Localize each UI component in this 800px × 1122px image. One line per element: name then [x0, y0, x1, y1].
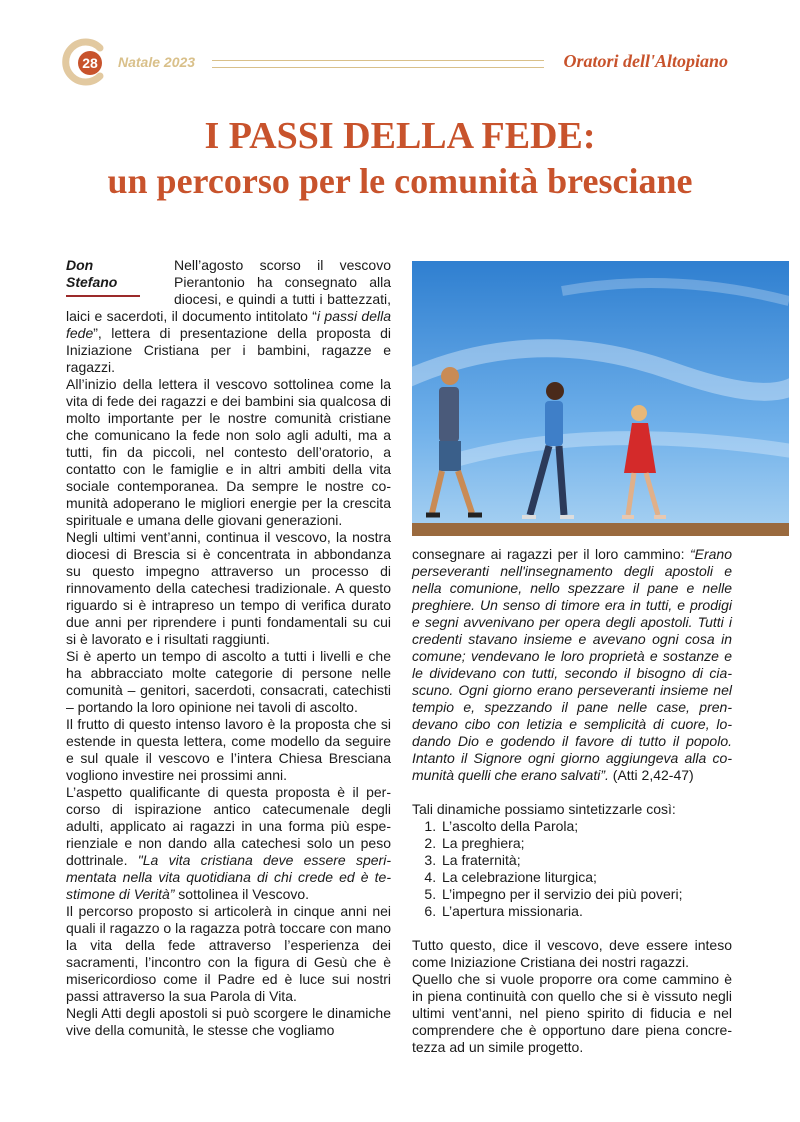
author-underline [66, 295, 140, 297]
issue-label: Natale 2023 [118, 54, 196, 70]
paragraph: Tutto questo, dice il vescovo, deve essere inteso come Iniziazione Cristiana dei nostri ragazzi. [412, 937, 732, 970]
list-intro: Tali dinamiche possiamo sintetizzarle così: [412, 801, 676, 817]
paragraph: Si è aperto un tempo di ascolto a tutti i livelli e che ha abbracciato molte categorie di persone nelle comunità – genitori, sacerdoti, consacrati, catechisti – portando la loro opinione nei tavoli di ascolto. [66, 648, 391, 715]
right-column [412, 546, 732, 1056]
dynamics-list [412, 818, 732, 920]
list-item: 5. L’impegno per il servizio dei più poveri; [440, 886, 732, 903]
paragraph: Nell’agosto scorso il vescovo Pierantonio ha consegnato alla diocesi, e quindi a tutti i battezzati, laici e sacerdoti, il documento intitolato “i passi della fede”, lettera di presentazione della proposta di Iniziazione Cristiana per i bambini, ragazze e ragazzi. [66, 257, 392, 375]
list-item: 6. L’apertura missionaria. [440, 903, 732, 920]
left-column [66, 257, 391, 1039]
magazine-title: Oratori dell'Altopiano [563, 51, 728, 71]
list-item: 1. L’ascolto della Parola; [440, 818, 732, 835]
author-first-name: Don [66, 257, 94, 273]
paragraph: Negli ultimi vent’anni, continua il vescovo, la nostra diocesi di Brescia si è concentrata in abbondanza su questo impegno attraverso un processo di rinnovamento della catechesi tradizionale. A questo riguardo si è intrapreso un tempo di verifica durato due anni per riprendere i punti fondamentali su cui si è lavorato e i risultati raggiunti. [66, 529, 391, 647]
paragraph: Negli Atti degli apostoli si può scorgere le dinamiche vive della comunità, le stesse che vogliamo [66, 1005, 391, 1038]
list-item: 3. La fraternità; [440, 852, 732, 869]
children-walking-photo [412, 261, 789, 536]
paragraph: Il percorso proposto si articolerà in cinque anni nei quali il ragazzo o la ragazza potrà toccare con mano la vita della fede attraverso l’esperienza dei sacramenti, l’incontro con la figura di Gesù che è misericordioso come il Padre ed è luce sui nostri passi attraverso la sua Parola di Vita. [66, 903, 391, 1004]
author-last-name: Stefano [66, 274, 118, 290]
article-subtitle: un percorso per le comunità bresciane [107, 161, 693, 201]
list-item: 4. La celebrazione liturgica; [440, 869, 732, 886]
paragraph: Quello che si vuole proporre ora come cammino è in piena continuità con quello che si è vissuto negli ultimi vent’anni, nel pieno spirito di fiducia e nel comprendere che è opportuno dare piena concretezza ad un simile progetto. [412, 971, 732, 1055]
author-byline [66, 257, 166, 297]
paragraph: consegnare ai ragazzi per il loro cammino: “Erano perseveranti nell'insegnamento degli apostoli e nella comunione, nello spezzare il pane e nelle preghiere. Un senso di timore era in tutti, e prodigi e segni avvenivano per opera degli apostoli. Tutti i credenti stavano insieme e avevano ogni cosa in comune; vendevano le loro proprietà e sostanze e le dividevano con tutti, secondo il bisogno di ciascuno. Ogni giorno erano perseveranti insieme nel tempio e, spezzando il pane nelle case, prendevano cibo con letizia e semplicità di cuore, lodando Dio e godendo il favore di tutto il popolo. Intanto il Signore ogni giorno aggiungeva alla comunità quelli che erano salvati”. (Atti 2,42-47) [412, 546, 732, 783]
paragraph: Il frutto di questo intenso lavoro è la proposta che si estende in questa lettera, come modello da seguire e sul quale il vescovo e l’intera Chiesa Bresciana vogliono investire nei prossimi anni. [66, 716, 391, 783]
paragraph: All’inizio della lettera il vescovo sottolinea come la vita di fede dei ragazzi e dei bambini sia qualcosa di molto importante per le nostre comunità cristiane che comunicano la fede non solo agli adulti, ma a tutti, fin da piccoli, nel contesto dell’oratorio, a contatto con le famiglie e in altri ambiti della vita sociale contemporanea. Da sempre le nostre comunità adoperano le migliori energie per la crescita spirituale e umana delle giovani generazioni. [66, 376, 391, 528]
page-number-badge: 28 [78, 51, 102, 75]
article-title: I PASSI DELLA FEDE: [204, 115, 596, 157]
list-item: 2. La preghiera; [440, 835, 732, 852]
header-rule [212, 60, 544, 68]
paragraph: L’aspetto qualificante di questa proposta è il percorso di ispirazione antico catecumenale degli adulti, applicato ai ragazzi in una forma più esperienziale e non dando alla catechesi solo un peso dottrinale. "La vita cristiana deve essere sperimentata nella vita quotidiana di chi crede ed è testimone di Verità” sottolinea il Vescovo. [66, 784, 391, 902]
